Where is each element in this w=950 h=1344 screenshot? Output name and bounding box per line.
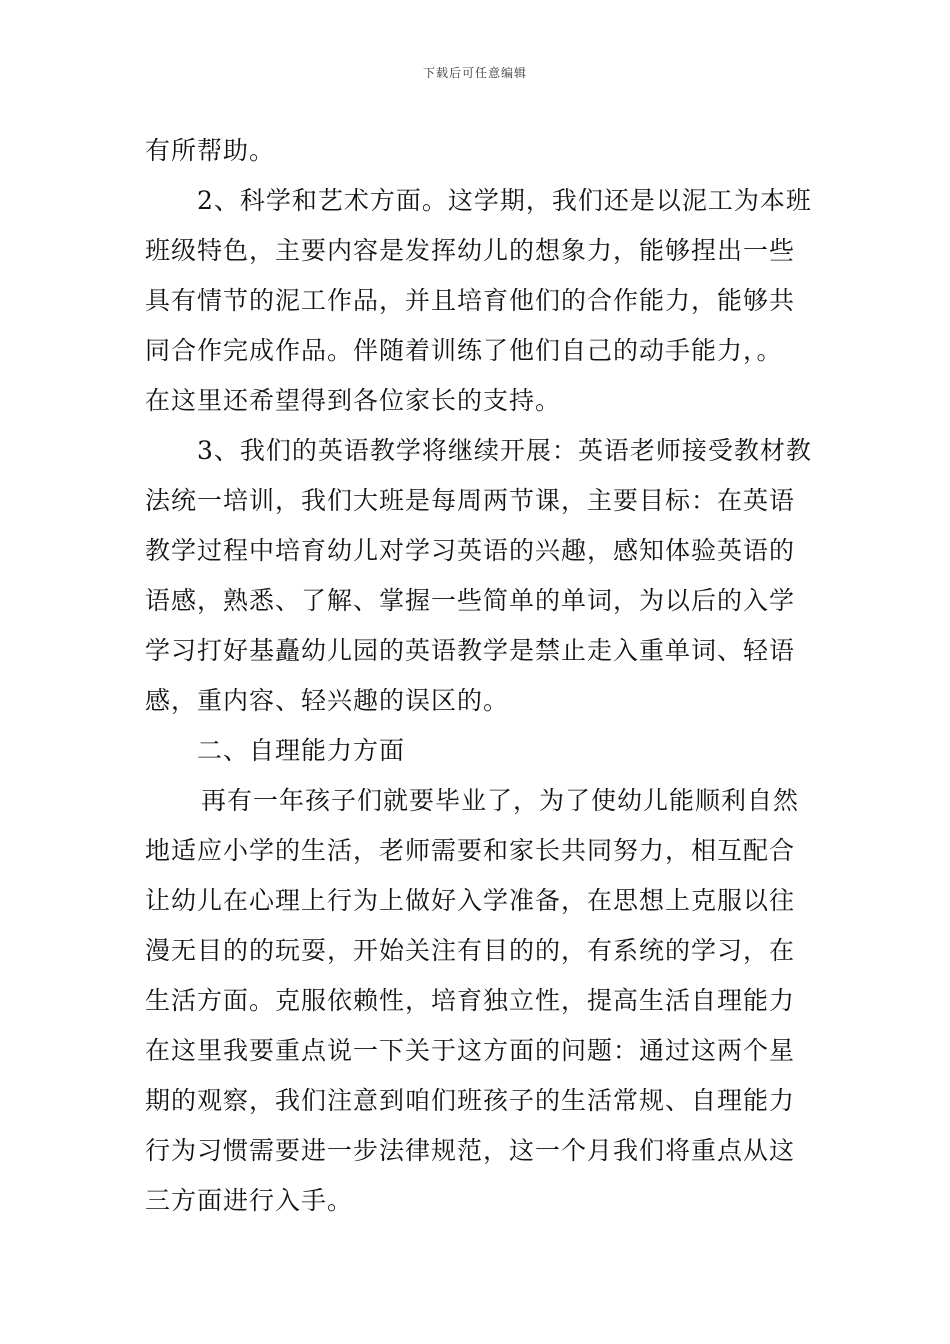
text-line: 有所帮助。 — [145, 136, 276, 165]
text-line: 2、科学和艺术方面。这学期，我们还是以泥工为本班 — [197, 186, 812, 215]
section-heading: 二、自理能力方面 — [197, 736, 406, 765]
text-line: 语感，熟悉、了解、掌握一些简单的单词，为以后的入学 — [145, 586, 796, 615]
text-line: 漫无目的的玩耍，开始关注有目的的，有系统的学习，在 — [145, 936, 796, 965]
text-line: 学习打好基矗幼儿园的英语教学是禁止走入重单词、轻语 — [145, 636, 796, 665]
text-line: 让幼儿在心理上行为上做好入学准备，在思想上克服以往 — [145, 886, 796, 915]
text-line: 生活方面。克服依赖性，培育独立性，提高生活自理能力 — [145, 986, 796, 1015]
text-line: 3、我们的英语教学将继续开展：英语老师接受教材教 — [197, 436, 812, 465]
text-line: 具有情节的泥工作品，并且培育他们的合作能力，能够共 — [145, 286, 796, 315]
text-line: 同合作完成作品。伴随着训练了他们自己的动手能力，。 — [145, 336, 783, 365]
text-line: 教学过程中培育幼儿对学习英语的兴趣，感知体验英语的 — [145, 536, 796, 565]
text-line: 法统一培训，我们大班是每周两节课，主要目标：在英语 — [145, 486, 796, 515]
text-line: 行为习惯需要进一步法律规范，这一个月我们将重点从这 — [145, 1136, 796, 1165]
text-line: 感，重内容、轻兴趣的误区的。 — [145, 686, 510, 715]
text-line: 在这里我要重点说一下关于这方面的问题：通过这两个星 — [145, 1036, 796, 1065]
text-line: 班级特色，主要内容是发挥幼儿的想象力，能够捏出一些 — [145, 236, 796, 265]
text-line: 在这里还希望得到各位家长的支持。 — [145, 386, 562, 415]
page-header: 下载后可任意编辑 — [422, 66, 527, 80]
document-body — [145, 126, 810, 1226]
text-line: 期的观察，我们注意到咱们班孩子的生活常规、自理能力 — [145, 1086, 796, 1115]
text-line: 三方面进行入手。 — [145, 1186, 354, 1215]
text-line: 地适应小学的生活，老师需要和家长共同努力，相互配合 — [145, 836, 796, 865]
text-line: 再有一年孩子们就要毕业了，为了使幼儿能顺利自然 — [201, 786, 800, 815]
